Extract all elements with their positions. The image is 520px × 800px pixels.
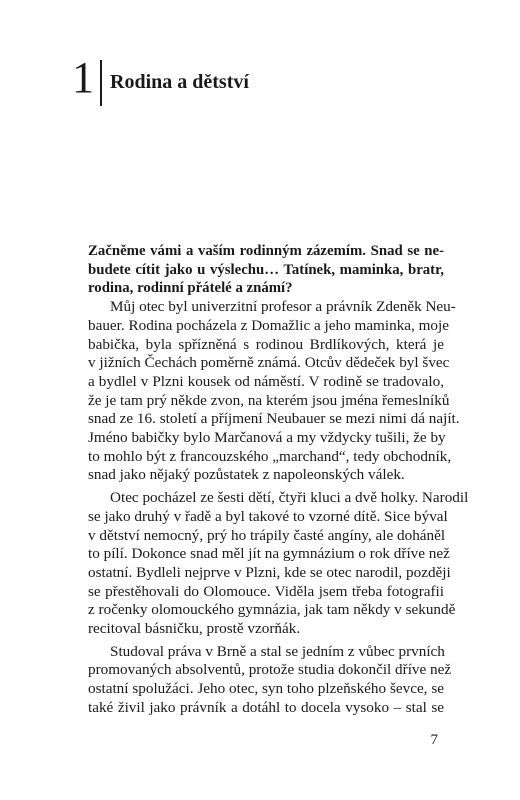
text-line: a bydlel v Plzni kousek od náměstí. V rodině se tradovalo, (88, 372, 444, 390)
text-line: také živil jako právník a dotáhl to docela vysoko – stal se (88, 698, 444, 716)
text-line: snad ze 16. století a příjmení Neubauer se mezi nimi dá najít. (88, 410, 460, 428)
text-line: Studoval práva v Brně a stal se jedním z vůbec prvních (110, 642, 445, 660)
body-text (88, 242, 469, 718)
text-line: z ročenky olomouckého gymnázia, jak tam někdy v sekundě (88, 601, 456, 619)
paragraph-1 (88, 298, 460, 485)
text-line: babička, byla spřízněná s rodinou Brdlíkových, která je (88, 335, 444, 353)
text-line: snad jako nějaký pozůstatek z napoleonských válek. (88, 466, 405, 484)
chapter-title: Rodina a dětství (110, 71, 249, 93)
page-number: 7 (430, 732, 438, 748)
text-line: ostatní spolužáci. Jeho otec, syn toho plzeňského ševce, se (88, 680, 444, 698)
text-line: ostatní. Bydleli nejprve v Plzni, kde se otec narodil, později (88, 563, 451, 581)
text-line: že je tam prý někde zvon, na kterém jsou jména řemeslníků (88, 391, 450, 409)
chapter-number: 1 (72, 53, 94, 102)
paragraph-2 (88, 489, 469, 639)
interview-question (88, 242, 444, 298)
text-line: se jako druhý v řadě a byl takové to vzorné dítě. Sice býval (88, 507, 448, 525)
question-line: Začněme vámi a vaším rodinným zázemím. Snad se ne- (88, 243, 444, 259)
text-line: v dětství nemocný, prý ho trápily časté angíny, ale doháněl (88, 526, 446, 544)
question-line: rodina, rodinní přátelé a známí? (88, 280, 293, 297)
text-line: promovaných absolventů, protože studia dokončil dříve než (88, 661, 452, 679)
text-line: Otec pocházel ze šesti dětí, čtyři kluci a dvě holky. Narodil (110, 489, 469, 507)
text-line: Můj otec byl univerzitní profesor a právník Zdeněk Neu- (110, 298, 456, 316)
text-line: to mohlo být z francouzského „marchand“, tedy obchodník, (88, 447, 452, 465)
text-line: Jméno babičky bylo Marčanová a my vždycky tušili, že by (88, 429, 446, 447)
chapter-divider (100, 60, 102, 106)
chapter-heading (72, 52, 249, 100)
text-line: to pílí. Dokonce snad měl jít na gymnázium o rok dříve než (88, 545, 450, 563)
text-line: recitoval básničku, prostě vzorňák. (88, 620, 301, 638)
text-line: bauer. Rodina pocházela z Domažlic a jeho maminka, moje (88, 316, 449, 334)
paragraph-3 (88, 642, 452, 718)
question-line: budete cítit jako u výslechu… Tatínek, maminka, bratr, (88, 261, 444, 278)
text-line: se přestěhovali do Olomouce. Viděla jsem třeba fotografii (88, 582, 444, 600)
text-line: v jižních Čechách poměrně známá. Otcův dědeček byl švec (88, 354, 450, 372)
